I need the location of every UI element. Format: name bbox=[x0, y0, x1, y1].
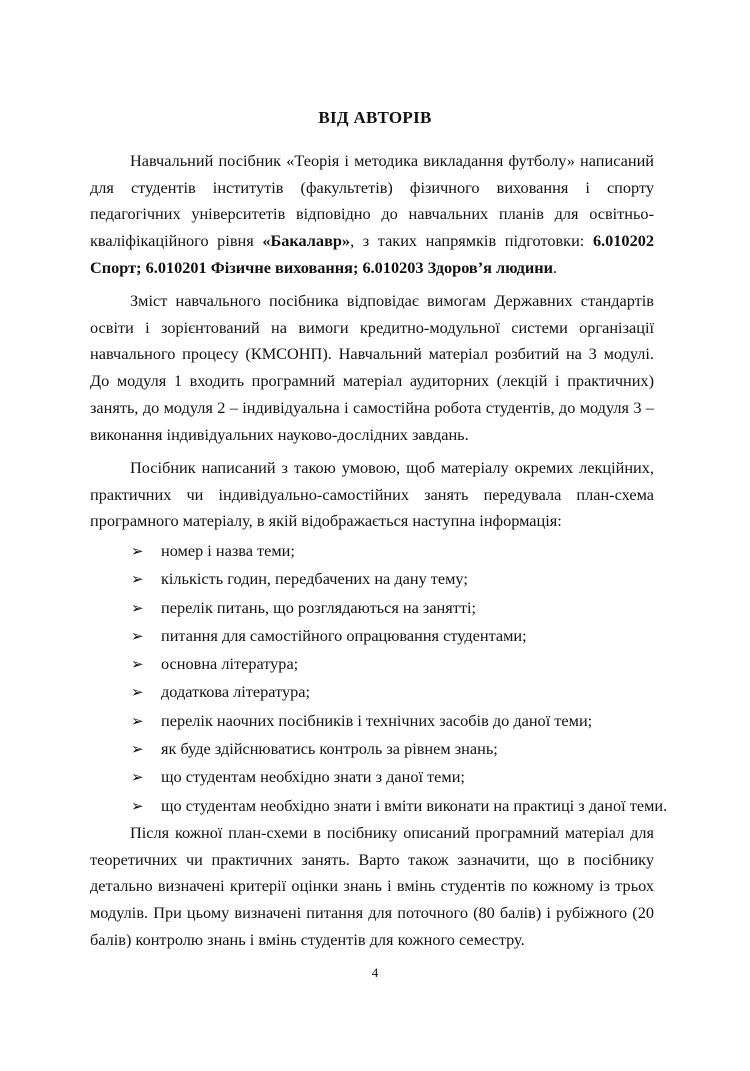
intro-text-2: , з таких напрямків підготовки: bbox=[350, 231, 593, 251]
intro-bold-level: «Бакалавр» bbox=[262, 231, 351, 251]
list-item-text: перелік наочних посібників і технічних засобів до даної теми; bbox=[161, 710, 593, 730]
list-item bbox=[131, 792, 671, 820]
paragraph-content: Зміст навчального посібника відповідає вимогам Державних стандартів освіти і зорієнтований на вимоги кредитно-модульної системи організації навчального процесу (КМСОНП). Навчальний матеріал розбитий на 3 модулі. До модуля 1 входить програмний матеріал аудиторних (лекцій і практичних) занять, до модуля 2 – індивідуальна і самостійна робота студентів, до модуля 3 – виконання індивідуальних науково-дослідних завдань. bbox=[90, 291, 654, 444]
list-item-text: додаткова література; bbox=[161, 682, 311, 702]
arrow-bullet-icon: ➢ bbox=[131, 711, 144, 730]
list-item bbox=[131, 565, 671, 593]
arrow-bullet-icon: ➢ bbox=[131, 655, 144, 674]
list-item bbox=[131, 650, 671, 678]
intro-text-3: . bbox=[553, 257, 558, 277]
list-item bbox=[131, 678, 671, 706]
arrow-bullet-icon: ➢ bbox=[131, 570, 144, 589]
paragraph-structure: Посібник написаний з такою умовою, щоб матеріалу окремих лекційних, практичних чи індивідуально-самостійних занять передувала план-схема програмного матеріалу, в якій відображається наступна інформація: bbox=[90, 458, 654, 531]
list-item-text: що студентам необхідно знати з даної теми; bbox=[161, 767, 465, 787]
arrow-bullet-icon: ➢ bbox=[131, 542, 144, 560]
paragraph-assessment: Після кожної план-схеми в посібнику описаний програмний матеріал для теоретичних чи практичних занять. Варто також зазначити, що в посібнику детально визначені критерії оцінки знань і вмінь студентів по кожному із трьох модулів. При цьому визначені питання для поточного (80 балів) і рубіжного (20 балів) контролю знань і вмінь студентів для кожного семестру. bbox=[90, 823, 654, 949]
page-number: 4 bbox=[371, 965, 379, 980]
section-heading: ВІД АВТОРІВ bbox=[318, 108, 432, 127]
list-item bbox=[131, 707, 671, 735]
bullet-list bbox=[131, 537, 671, 820]
arrow-bullet-icon: ➢ bbox=[131, 796, 144, 815]
list-item-text: що студентам необхідно знати і вміти виконати на практиці з даної теми. bbox=[161, 795, 668, 815]
intro-bold-directions: 6.010202 Спорт; 6.010201 Фізичне виховання; 6.010203 Здоров’я людини bbox=[90, 231, 654, 277]
list-item-text: як буде здійснюватись контроль за рівнем знань; bbox=[161, 739, 498, 759]
arrow-bullet-icon: ➢ bbox=[131, 683, 144, 702]
list-item bbox=[131, 622, 671, 650]
list-item bbox=[131, 735, 671, 763]
arrow-bullet-icon: ➢ bbox=[131, 626, 144, 645]
list-item bbox=[131, 763, 671, 791]
paragraph-intro bbox=[90, 148, 654, 282]
list-item bbox=[131, 537, 671, 565]
intro-text-1: Навчальний посібник «Теорія і методика викладання футболу» написаний для студентів інститутів (факультетів) фізичного виховання і спорту педагогічних університетів відповідно до навчальних планів для освітньо-кваліфікаційного рівня bbox=[90, 151, 654, 251]
arrow-bullet-icon: ➢ bbox=[131, 740, 144, 759]
list-item-text: основна література; bbox=[161, 654, 299, 674]
list-item-text: перелік питань, що розглядаються на занятті; bbox=[161, 597, 477, 617]
list-item-text: кількість годин, передбачених на дану тему; bbox=[161, 569, 468, 589]
list-item-text: питання для самостійного опрацювання студентами; bbox=[161, 625, 527, 645]
arrow-bullet-icon: ➢ bbox=[131, 768, 144, 787]
list-item bbox=[131, 594, 671, 622]
list-item-text: номер і назва теми; bbox=[161, 541, 295, 560]
arrow-bullet-icon: ➢ bbox=[131, 598, 144, 617]
